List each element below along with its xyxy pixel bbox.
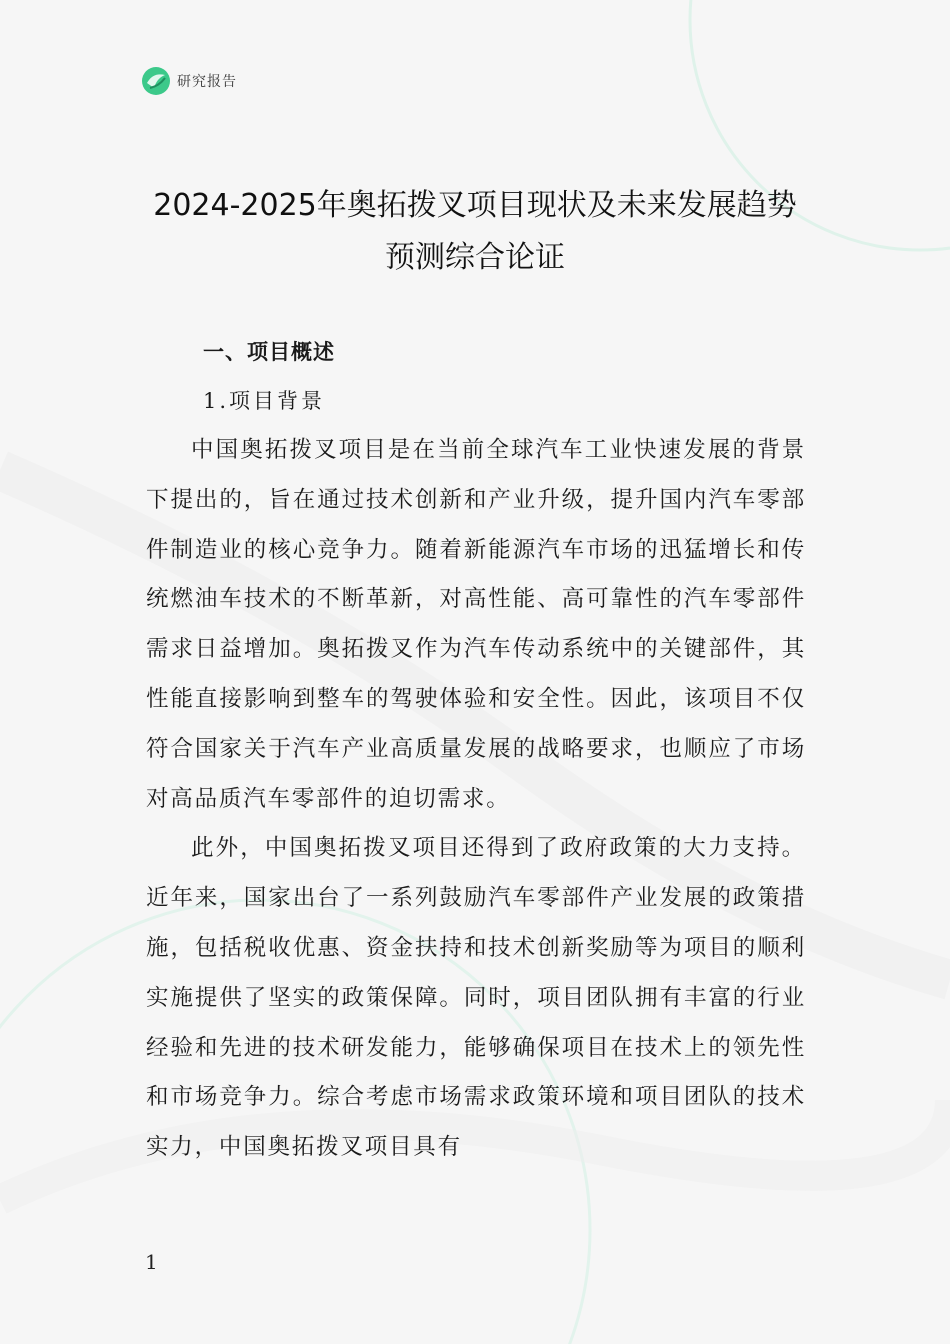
title-line-2: 预测综合论证 <box>385 240 565 275</box>
green-swirl-logo-icon <box>141 66 171 96</box>
subsection-heading: 1.项目背景 <box>203 389 326 413</box>
title-line-1: 2024-2025年奥拓拨叉项目现状及未来发展趋势 <box>153 188 797 223</box>
paragraph-2: 此外，中国奥拓拨叉项目还得到了政府政策的大力支持。近年来，国家出台了一系列鼓励汽车零部件产业发展的政策措施，包括税收优惠、资金扶持和技术创新奖励等为项目的顺利实施提供了坚实的政策保障。同时，项目团队拥有丰富的行业经验和先进的技术研发能力，能够确保项目在技术上的领先性和市场竞争力。综合考虑市场需求政策环境和项目团队的技术实力，中国奥拓拨叉项目具有 <box>146 835 806 1161</box>
paragraph-1: 中国奥拓拨叉项目是在当前全球汽车工业快速发展的背景下提出的，旨在通过技术创新和产业升级，提升国内汽车零部件制造业的核心竞争力。随着新能源汽车市场的迅猛增长和传统燃油车技术的不断革新，对高性能、高可靠性的汽车零部件需求日益增加。奥拓拨叉作为汽车传动系统中的关键部件，其性能直接影响到整车的驾驶体验和安全性。因此，该项目不仅符合国家关于汽车产业高质量发展的战略要求，也顺应了市场对高品质汽车零部件的迫切需求。 <box>146 437 806 812</box>
body-text <box>146 426 806 1173</box>
page-number: 1 <box>145 1250 158 1274</box>
document-title <box>100 180 850 284</box>
header-label: 研究报告 <box>177 74 237 90</box>
section-heading: 一、项目概述 <box>203 340 335 364</box>
report-header <box>141 66 237 96</box>
